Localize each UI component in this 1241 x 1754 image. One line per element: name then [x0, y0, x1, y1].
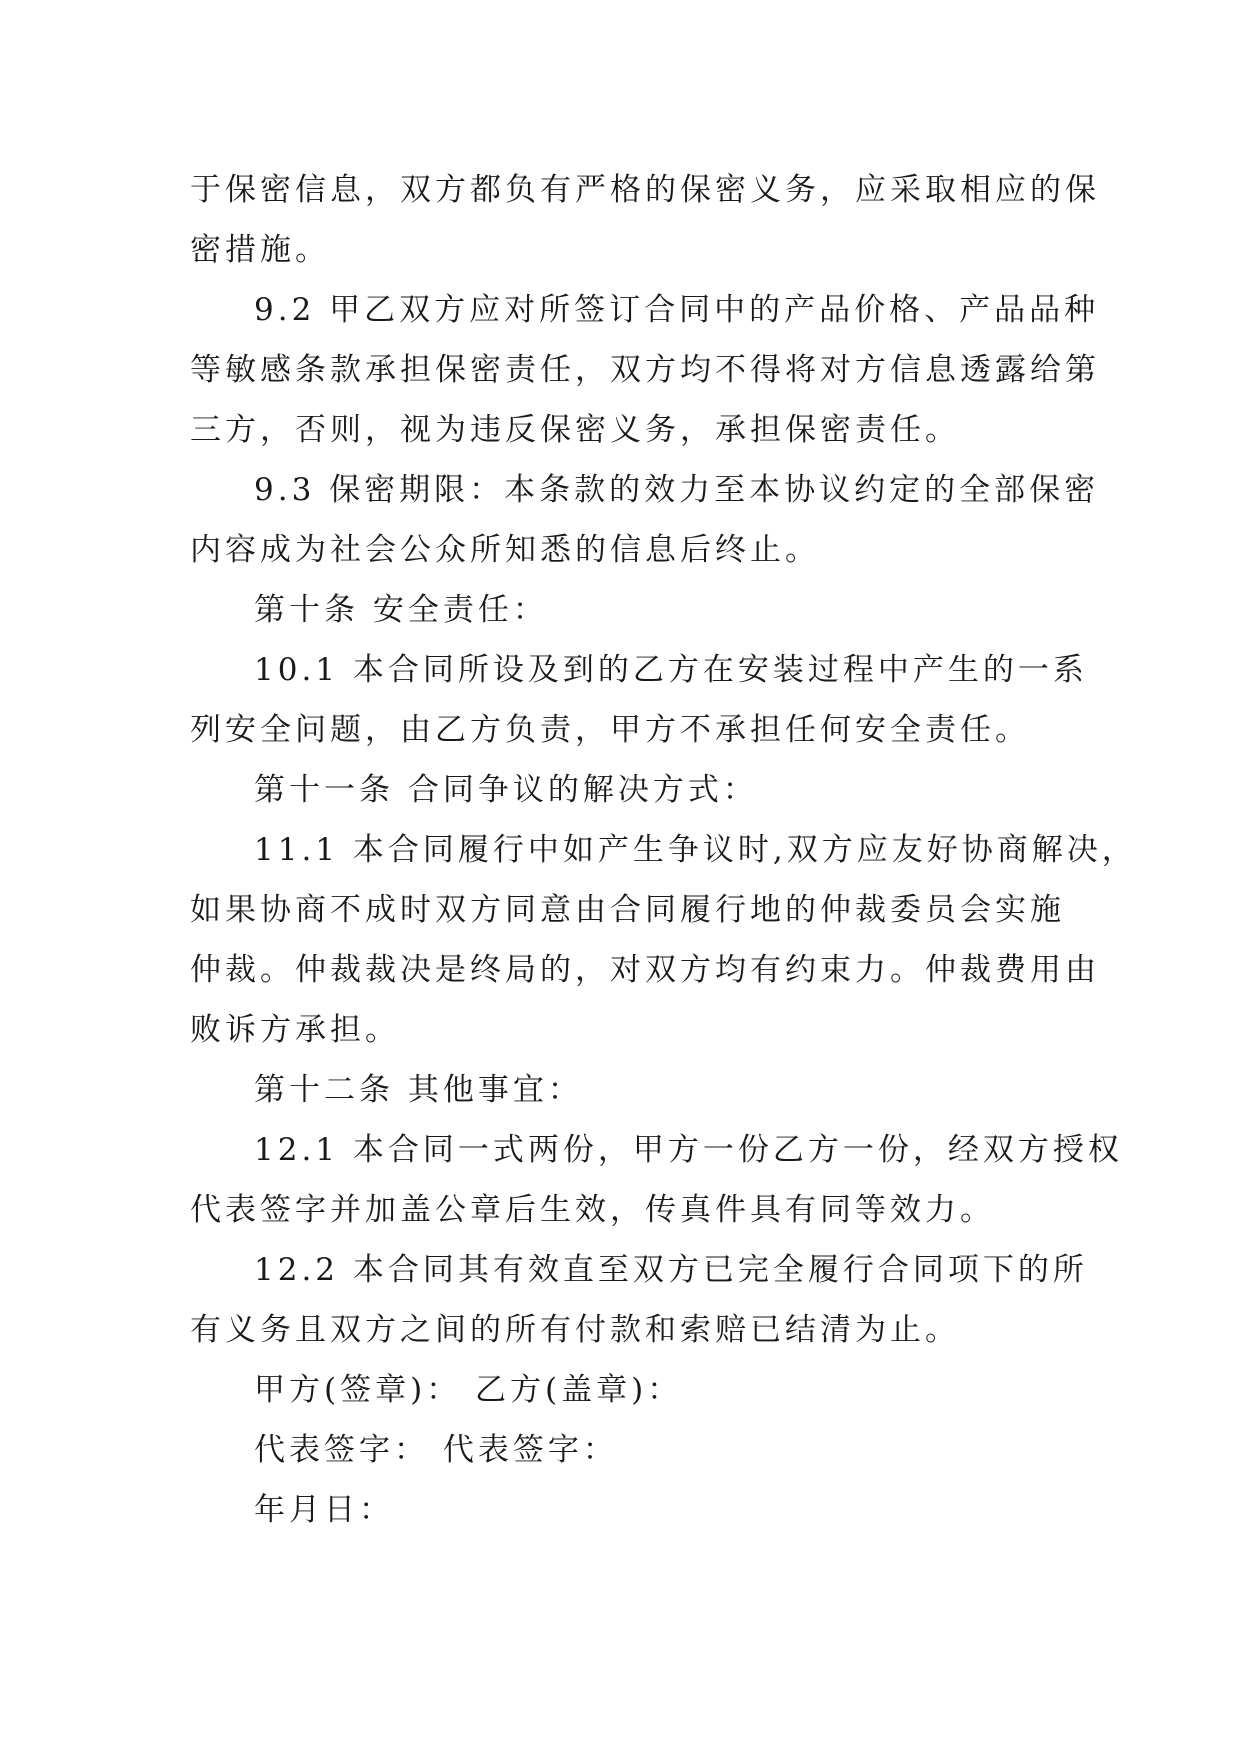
signature-date: 年月日： [254, 1492, 394, 1528]
text-line: 三方，否则，视为违反保密义务，承担保密责任。 [190, 412, 960, 448]
text-line: 败诉方承担。 [190, 1012, 400, 1048]
article-10-heading: 第十条 安全责任： [254, 592, 548, 628]
text-line: 仲裁。仲裁裁决是终局的，对双方均有约束力。仲裁费用由 [190, 952, 1100, 988]
text-line: 密措施。 [190, 232, 330, 268]
text-line: 有义务且双方之间的所有付款和索赔已结清为止。 [190, 1312, 960, 1348]
signature-parties: 甲方(签章)： 乙方(盖章)： [254, 1372, 683, 1408]
clause-12-2: 12.2 本合同其有效直至双方已完全履行合同项下的所 [254, 1252, 1088, 1288]
clause-10-1: 10.1 本合同所设及到的乙方在安装过程中产生的一系 [254, 652, 1088, 688]
text-line: 于保密信息，双方都负有严格的保密义务，应采取相应的保 [190, 172, 1100, 208]
text-line: 等敏感条款承担保密责任，双方均不得将对方信息透露给第 [190, 352, 1100, 388]
clause-12-1: 12.1 本合同一式两份，甲方一份乙方一份，经双方授权 [254, 1132, 1123, 1168]
text-line: 内容成为社会公众所知悉的信息后终止。 [190, 532, 820, 568]
clause-9-3: 9.3 保密期限：本条款的效力至本协议约定的全部保密 [254, 472, 1100, 508]
document-page [190, 160, 1137, 1540]
text-line: 列安全问题，由乙方负责，甲方不承担任何安全责任。 [190, 712, 1030, 748]
article-11-heading: 第十一条 合同争议的解决方式： [254, 772, 758, 808]
signature-representatives: 代表签字： 代表签字： [254, 1432, 618, 1468]
clause-9-2: 9.2 甲乙双方应对所签订合同中的产品价格、产品品种 [254, 292, 1100, 328]
clause-11-1: 11.1 本合同履行中如产生争议时,双方应友好协商解决， [254, 832, 1137, 868]
text-line: 如果协商不成时双方同意由合同履行地的仲裁委员会实施 [190, 892, 1065, 928]
article-12-heading: 第十二条 其他事宜： [254, 1072, 583, 1108]
text-line: 代表签字并加盖公章后生效，传真件具有同等效力。 [190, 1192, 995, 1228]
